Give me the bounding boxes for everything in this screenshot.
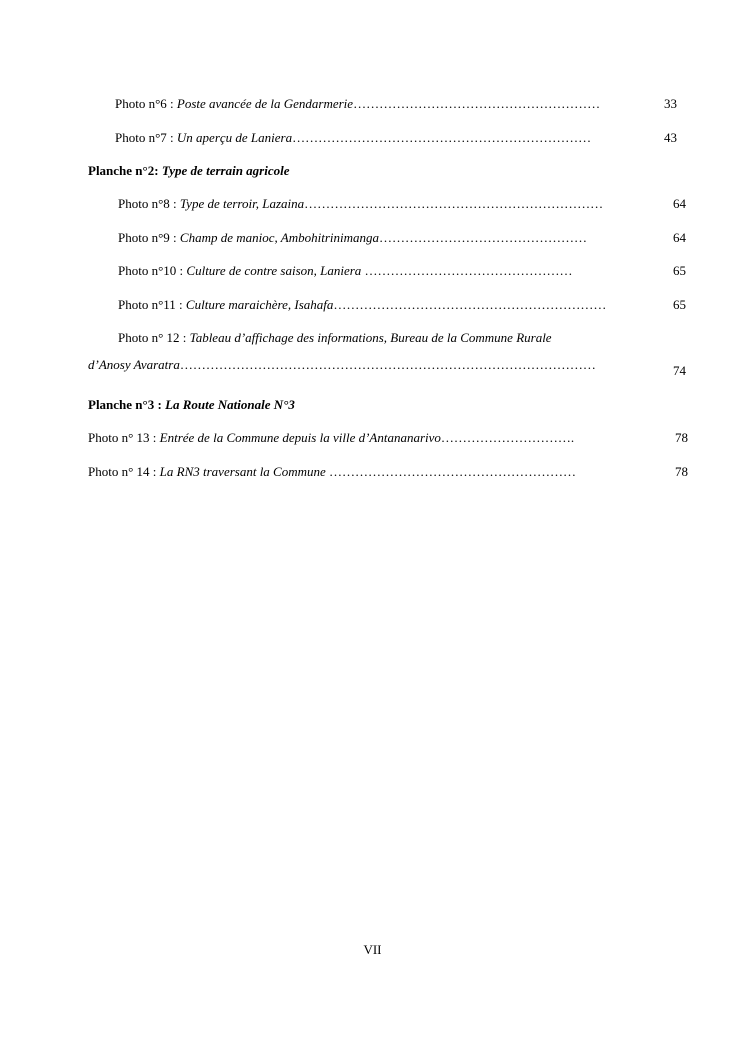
toc-entry-photo-13 xyxy=(88,430,574,446)
entry-leader: ………………………………………………… xyxy=(325,464,577,479)
toc-entry-photo-12-line-2 xyxy=(88,357,596,373)
heading-prefix: Planche n°3 : xyxy=(88,397,166,412)
entry-page-number: 65 xyxy=(673,263,686,278)
heading-prefix: Planche n°2: xyxy=(88,163,162,178)
entry-prefix: Photo n°10 : xyxy=(118,263,187,278)
entry-title-continued: d’Anosy Avaratra xyxy=(88,357,180,372)
entry-leader: ………………………………………… xyxy=(361,263,573,278)
entry-page-number: 65 xyxy=(673,297,686,312)
heading-title: La Route Nationale N°3 xyxy=(165,397,295,412)
toc-entry-photo-9 xyxy=(118,230,587,246)
section-heading-planche-3 xyxy=(88,397,295,413)
entry-title: Entrée de la Commune depuis la ville d’Antananarivo xyxy=(159,430,441,445)
entry-title: Culture maraichère, Isahafa xyxy=(185,297,334,312)
entry-title: Poste avancée de la Gendarmerie xyxy=(176,96,354,111)
footer-page-number: VII xyxy=(363,942,382,957)
toc-entry-photo-12-line-1 xyxy=(118,330,552,346)
entry-page-number: 78 xyxy=(675,430,688,445)
entry-prefix: Photo n°6 : xyxy=(115,96,177,111)
entry-page-number: 43 xyxy=(664,130,677,145)
entry-prefix: Photo n° 14 : xyxy=(88,464,160,479)
entry-leader: …………………………………………………………… xyxy=(292,130,592,145)
toc-entry-photo-6 xyxy=(115,96,600,112)
toc-entry-photo-7 xyxy=(115,130,591,146)
entry-prefix: Photo n°11 : xyxy=(118,297,186,312)
toc-entry-photo-10 xyxy=(118,263,573,279)
entry-title: Culture de contre saison, Laniera xyxy=(186,263,362,278)
section-heading-planche-2 xyxy=(88,163,290,179)
entry-prefix: Photo n° 12 : xyxy=(118,330,190,345)
entry-leader: ………………………………………… xyxy=(379,230,587,245)
toc-entry-photo-8 xyxy=(118,196,603,212)
entry-title: Type de terroir, Lazaina xyxy=(179,196,305,211)
entry-prefix: Photo n°7 : xyxy=(115,130,177,145)
entry-leader: …………………………………………………………………………………… xyxy=(179,357,596,372)
entry-leader: ………………………………………………… xyxy=(353,96,601,111)
heading-title: Type de terrain agricole xyxy=(161,163,290,178)
entry-page-number: 64 xyxy=(673,196,686,211)
entry-prefix: Photo n°8 : xyxy=(118,196,180,211)
toc-entry-photo-11 xyxy=(118,297,606,313)
entry-title: Un aperçu de Laniera xyxy=(176,130,293,145)
entry-prefix: Photo n° 13 : xyxy=(88,430,160,445)
entry-leader: ……………………………………………………… xyxy=(333,297,607,312)
entry-leader: …………………………………………………………… xyxy=(304,196,604,211)
entry-page-number: 64 xyxy=(673,230,686,245)
entry-title: Champ de manioc, Ambohitrinimanga xyxy=(179,230,379,245)
toc-entry-photo-14 xyxy=(88,464,576,480)
entry-page-number: 74 xyxy=(673,363,686,378)
entry-page-number: 33 xyxy=(664,96,677,111)
entry-leader: …………………………. xyxy=(440,430,575,445)
entry-page-number: 78 xyxy=(675,464,688,479)
entry-title: Tableau d’affichage des informations, Bureau de la Commune Rurale xyxy=(189,330,552,345)
entry-prefix: Photo n°9 : xyxy=(118,230,180,245)
entry-title: La RN3 traversant la Commune xyxy=(159,464,326,479)
